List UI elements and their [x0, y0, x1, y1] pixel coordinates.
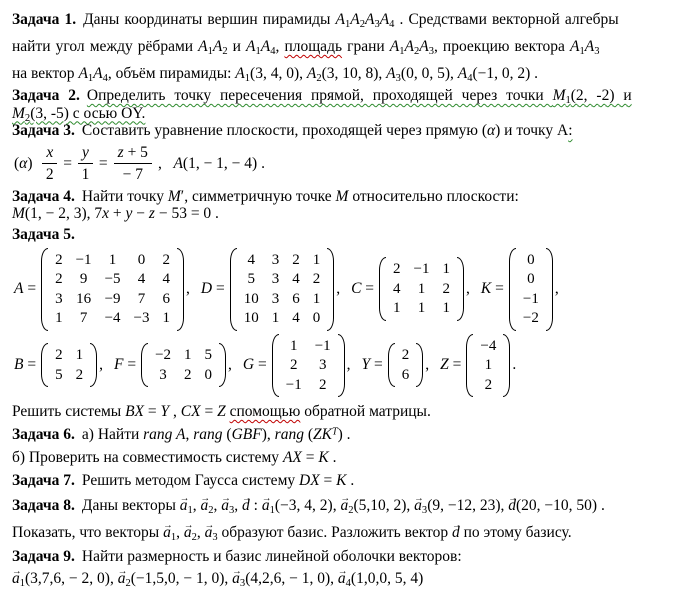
task8-label: Задача 8.: [12, 497, 75, 514]
matrix-K-grid: 0 0 −1 −2: [522, 251, 539, 326]
separator: ,: [186, 280, 190, 297]
fraction-denominator: 2: [45, 166, 54, 183]
task2-line2: [12, 105, 665, 123]
separator: ,: [346, 356, 351, 374]
left-paren: [141, 343, 148, 387]
left-paren: [41, 343, 48, 387]
task9-line2-text: → $a_1(3,7,6$, − 2, 0), → $a_2(-1,5,0$, − 1, 0), → $a_3(4,2,6$, − 1, 0), → $a_4(1,0,0$, 5, 4): [12, 570, 423, 587]
task7-text: Решить методом Гаусса систему DX = K .: [81, 472, 355, 489]
separator: ,: [425, 356, 430, 374]
right-paren: [457, 257, 464, 321]
matrix-Y: [362, 343, 430, 387]
matrix-F: [114, 343, 232, 387]
matrix-Y-label: Y =: [361, 356, 383, 374]
matrix-F-grid: −2 1 5 3 2 0: [155, 347, 213, 383]
task6-line-a: [12, 423, 665, 446]
separator: ,: [554, 280, 559, 297]
fraction-y-over-1: [78, 143, 93, 184]
matrix-row-2: [14, 334, 665, 398]
matrix-row-1: [14, 248, 665, 331]
matrix-Z-grid: −4 1 2: [480, 337, 497, 393]
equals-sign: =: [98, 154, 108, 172]
matrix-C-label: C =: [351, 280, 375, 297]
matrix-B-label: B =: [14, 356, 37, 374]
task1-line1: [12, 6, 665, 33]
right-paren: [219, 343, 226, 387]
task1-line3-text: на вектор $A_1A_4$, объём пирамиды: $A_1(3$, 4, 0), $A_2(3$, 10, 8), $A_3(0$, 0, 5), $A_4(-1$, 0, 2) .: [12, 65, 539, 84]
task4-label: Задача 4.: [12, 187, 75, 205]
matrix-D-grid: 4 3 2 1 5 3 4 2 10 3 6 1 10 1 4 0: [243, 251, 321, 326]
alpha-prefix: (α): [14, 154, 37, 172]
task7-label: Задача 7.: [12, 472, 75, 489]
matrix-B-grid: 2 1 5 2: [55, 347, 84, 383]
separator: .: [512, 356, 517, 374]
right-paren: [327, 248, 334, 331]
task1-label: Задача 1.: [12, 11, 77, 28]
right-paren: [546, 248, 553, 331]
right-paren: [503, 334, 510, 398]
right-paren: [416, 343, 423, 387]
left-paren: [272, 334, 279, 398]
task3-text: Составить уравнение плоскости, проходящей через прямую (α) и точку A: [81, 122, 569, 139]
task6-line-b: [12, 446, 665, 469]
separator: ,: [466, 280, 470, 297]
fraction-numerator: z + 5: [114, 143, 152, 164]
task1-line2: [12, 33, 665, 60]
task2-line2-text: $M_2(3$, -5) с осью OY.: [12, 104, 146, 124]
task6-text-b: б) Проверить на совместимость систему AX = K .: [12, 449, 337, 466]
spellcheck-word-spomoshchyu: спомощью: [229, 403, 301, 420]
separator: ,: [99, 356, 103, 374]
fraction-numerator: y: [78, 143, 93, 164]
matrix-D-label: D =: [200, 280, 225, 297]
right-paren: [177, 248, 184, 331]
task2-label: Задача 2.: [12, 87, 80, 104]
task7-line: [12, 469, 665, 492]
task6-label: Задача 6.: [12, 426, 75, 443]
task1-line1-text: Даны координаты вершин пирамиды $A_1A_2A_3A_4$ . Средствами векторной алгебры: [83, 11, 619, 30]
right-paren: [338, 334, 345, 398]
solve-systems-line: [12, 400, 665, 423]
task4-line2: [12, 205, 665, 223]
point-a-coordinates: , A(1, − 1, − 4) .: [157, 154, 265, 172]
matrix-D: [201, 248, 340, 331]
left-paren: [509, 248, 516, 331]
left-paren: [230, 248, 237, 331]
matrix-Z: [440, 334, 516, 398]
matrix-K-label: K =: [480, 280, 504, 297]
matrix-A-label: A =: [14, 280, 37, 297]
task1-line2-text-b: грани $A_1A_2A_3$, проекцию вектора $A_1A_3$: [342, 38, 600, 57]
task6-text-a: а) Найти rang A, rang (GBF), rang $(ZK^T)$ .: [81, 426, 351, 443]
task9-label: Задача 9.: [12, 548, 75, 565]
matrix-A: [14, 248, 190, 331]
matrix-G: [243, 334, 351, 398]
matrix-C: [351, 257, 470, 321]
task1-line3: [12, 60, 665, 87]
matrix-G-label: G =: [242, 356, 267, 374]
matrix-A-grid: 2 −1 1 0 2 2 9 −5 4 4 3 16 −9 7 6 1 7 −4 −3 1: [55, 251, 170, 326]
task3-equation: [14, 142, 665, 186]
matrix-K: [481, 248, 559, 331]
fraction-denominator: 1: [81, 166, 90, 183]
task4-line1-text: Найти точку M′, симметричную точке M относительно плоскости:: [81, 187, 519, 205]
solve-text-post: обратной матрицы.: [300, 403, 431, 420]
fraction-denominator: − 7: [122, 166, 143, 183]
matrix-B: [14, 343, 103, 387]
matrix-F-label: F =: [113, 356, 137, 374]
left-paren: [379, 257, 386, 321]
solve-text-pre: Решить системы BX = Y , CX = Z: [12, 403, 226, 420]
fraction-numerator: x: [42, 143, 57, 164]
task9-line1-text: Найти размерность и базис линейной оболочки векторов:: [81, 548, 462, 565]
task4-line2-text: M(1, − 2, 3), 7x + y − z − 53 = 0 .: [12, 205, 219, 222]
matrix-Y-grid: 2 6: [401, 347, 410, 383]
task2-line1: [12, 87, 665, 105]
fraction-x-over-2: [42, 143, 57, 184]
task4-line1: [12, 188, 665, 206]
task3-line: [12, 122, 665, 140]
right-paren: [90, 343, 97, 387]
task8-line1-text: Даны векторы → $a_1$, → $a_2$, → $a_3$, → d : → $a_1(-3$, 4, 2), → $a_2(5,10$, 2), → $a_3(9$, −12, 23), → d(20, −10, 50) .: [82, 497, 605, 514]
fraction-z-plus-5-over-minus-7: [114, 143, 152, 184]
task9-line2: [12, 568, 665, 590]
matrix-Z-label: Z =: [440, 356, 462, 374]
separator: ,: [336, 280, 341, 297]
task8-line2: [12, 519, 665, 546]
task5-label: Задача 5.: [12, 225, 75, 243]
task5-line: [12, 225, 665, 245]
equals-sign: =: [63, 154, 72, 172]
left-paren: [41, 248, 48, 331]
task2-line1-text: Определить точку пересечения прямой, проходящей через точки $M_1(2$, -2) и: [86, 87, 632, 106]
task8-line2-text: Показать, что векторы → $a_1$, → $a_2$, → $a_3$ образуют базис. Разложить вектор → d по этому базису.: [12, 524, 572, 541]
task8-line1: [12, 492, 665, 519]
matrix-C-grid: 2 −1 1 4 1 2 1 1 1: [393, 261, 451, 317]
task3-colon: :: [568, 122, 573, 139]
task1-line2-text-a: найти угол между рёбрами $A_1A_2$ и $A_1A_4$,: [12, 38, 285, 57]
left-paren: [466, 334, 473, 398]
separator: ,: [228, 356, 232, 374]
spellcheck-word-ploshchad: площадь: [284, 38, 343, 55]
matrix-G-grid: 1 −1 2 3 −1 2: [285, 337, 331, 393]
task3-label: Задача 3.: [12, 122, 75, 139]
left-paren: [388, 343, 395, 387]
